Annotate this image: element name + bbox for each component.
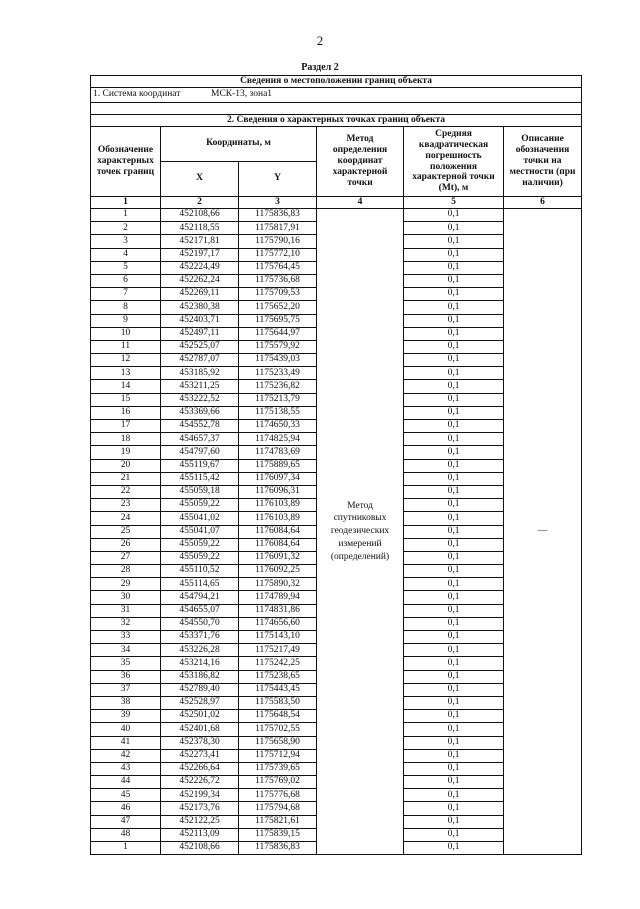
point-accuracy: 0,1 (404, 749, 504, 762)
point-y: 1175794,68 (239, 802, 317, 815)
point-y: 1176084,64 (239, 525, 317, 538)
point-number: 5 (91, 261, 161, 274)
point-accuracy: 0,1 (404, 354, 504, 367)
point-x: 454797,60 (161, 446, 239, 459)
point-number: 27 (91, 551, 161, 564)
point-y: 1175836,83 (239, 209, 317, 222)
point-accuracy: 0,1 (404, 459, 504, 472)
point-x: 452528,97 (161, 696, 239, 709)
point-x: 452108,66 (161, 209, 239, 222)
point-number: 30 (91, 591, 161, 604)
point-number: 47 (91, 815, 161, 828)
point-x: 455115,42 (161, 472, 239, 485)
point-y: 1175776,68 (239, 789, 317, 802)
point-number: 34 (91, 644, 161, 657)
point-x: 452224,49 (161, 261, 239, 274)
point-y: 1175143,10 (239, 631, 317, 644)
point-number: 17 (91, 420, 161, 433)
point-number: 31 (91, 604, 161, 617)
point-accuracy: 0,1 (404, 696, 504, 709)
point-x: 453222,52 (161, 393, 239, 406)
point-number: 7 (91, 288, 161, 301)
point-x: 452122,25 (161, 815, 239, 828)
point-x: 455059,18 (161, 485, 239, 498)
point-y: 1176103,89 (239, 512, 317, 525)
point-y: 1176096,31 (239, 485, 317, 498)
point-y: 1175658,90 (239, 736, 317, 749)
point-x: 454794,21 (161, 591, 239, 604)
point-accuracy: 0,1 (404, 670, 504, 683)
point-number: 45 (91, 789, 161, 802)
point-accuracy: 0,1 (404, 828, 504, 841)
description-cell: — (504, 209, 582, 855)
point-number: 23 (91, 499, 161, 512)
point-accuracy: 0,1 (404, 222, 504, 235)
point-accuracy: 0,1 (404, 314, 504, 327)
point-accuracy: 0,1 (404, 538, 504, 551)
point-y: 1175138,55 (239, 406, 317, 419)
point-y: 1175736,68 (239, 274, 317, 287)
point-x: 454550,70 (161, 617, 239, 630)
point-x: 452171,81 (161, 235, 239, 248)
point-x: 452266,64 (161, 762, 239, 775)
col-header-designation: Обозначение характерных точек границ (91, 127, 161, 197)
point-x: 455119,67 (161, 459, 239, 472)
point-number: 18 (91, 433, 161, 446)
point-x: 452269,11 (161, 288, 239, 301)
point-accuracy: 0,1 (404, 802, 504, 815)
points-heading: 2. Сведения о характерных точках границ объекта (91, 115, 582, 127)
point-number: 33 (91, 631, 161, 644)
point-number: 12 (91, 354, 161, 367)
point-y: 1175213,79 (239, 393, 317, 406)
col-header-x: X (161, 162, 239, 197)
point-y: 1176092,25 (239, 565, 317, 578)
point-x: 453369,66 (161, 406, 239, 419)
point-number: 26 (91, 538, 161, 551)
point-y: 1175709,53 (239, 288, 317, 301)
point-accuracy: 0,1 (404, 591, 504, 604)
point-accuracy: 0,1 (404, 446, 504, 459)
point-number: 39 (91, 710, 161, 723)
point-accuracy: 0,1 (404, 235, 504, 248)
point-x: 455059,22 (161, 499, 239, 512)
point-y: 1175579,92 (239, 340, 317, 353)
col-number-1: 1 (91, 197, 161, 209)
point-x: 452118,55 (161, 222, 239, 235)
point-x: 454655,07 (161, 604, 239, 617)
point-x: 453186,82 (161, 670, 239, 683)
point-number: 32 (91, 617, 161, 630)
point-y: 1175836,83 (239, 842, 317, 855)
point-number: 25 (91, 525, 161, 538)
point-number: 13 (91, 367, 161, 380)
point-x: 452789,40 (161, 683, 239, 696)
point-accuracy: 0,1 (404, 736, 504, 749)
point-number: 28 (91, 565, 161, 578)
point-number: 42 (91, 749, 161, 762)
point-accuracy: 0,1 (404, 578, 504, 591)
point-accuracy: 0,1 (404, 644, 504, 657)
point-x: 453185,92 (161, 367, 239, 380)
col-header-y: Y (239, 162, 317, 197)
point-number: 29 (91, 578, 161, 591)
point-x: 452197,17 (161, 248, 239, 261)
point-number: 24 (91, 512, 161, 525)
point-accuracy: 0,1 (404, 274, 504, 287)
col-header-description: Описание обозначения точки на местности (при наличии) (504, 127, 582, 197)
point-number: 16 (91, 406, 161, 419)
point-accuracy: 0,1 (404, 340, 504, 353)
boundary-points-table (90, 75, 582, 855)
coord-system-row (91, 88, 582, 103)
point-number: 10 (91, 327, 161, 340)
point-y: 1175236,82 (239, 380, 317, 393)
point-x: 452787,07 (161, 354, 239, 367)
point-x: 455110,52 (161, 565, 239, 578)
point-accuracy: 0,1 (404, 617, 504, 630)
point-y: 1174831,86 (239, 604, 317, 617)
point-accuracy: 0,1 (404, 565, 504, 578)
col-number-5: 5 (404, 197, 504, 209)
table-heading: Сведения о местоположении границ объекта (91, 76, 582, 88)
point-x: 452497,11 (161, 327, 239, 340)
point-y: 1175439,03 (239, 354, 317, 367)
point-y: 1175217,49 (239, 644, 317, 657)
point-y: 1174825,94 (239, 433, 317, 446)
method-cell: Метод спутниковых геодезических измерений (определений) (317, 209, 404, 855)
point-x: 453371,76 (161, 631, 239, 644)
point-number: 1 (91, 842, 161, 855)
point-y: 1175772,10 (239, 248, 317, 261)
point-x: 452273,41 (161, 749, 239, 762)
point-x: 452378,30 (161, 736, 239, 749)
point-accuracy: 0,1 (404, 485, 504, 498)
point-accuracy: 0,1 (404, 551, 504, 564)
point-number: 2 (91, 222, 161, 235)
point-x: 452401,68 (161, 723, 239, 736)
point-number: 19 (91, 446, 161, 459)
point-number: 36 (91, 670, 161, 683)
point-accuracy: 0,1 (404, 248, 504, 261)
col-number-6: 6 (504, 197, 582, 209)
point-y: 1174783,69 (239, 446, 317, 459)
point-number: 40 (91, 723, 161, 736)
point-number: 1 (91, 209, 161, 222)
point-y: 1175764,45 (239, 261, 317, 274)
point-y: 1175889,65 (239, 459, 317, 472)
point-y: 1175242,25 (239, 657, 317, 670)
point-x: 452226,72 (161, 776, 239, 789)
blank-row (91, 103, 582, 115)
point-accuracy: 0,1 (404, 815, 504, 828)
col-header-method: Метод определения координат характерной точки (317, 127, 404, 197)
col-number-2: 2 (161, 197, 239, 209)
point-x: 455059,22 (161, 538, 239, 551)
point-accuracy: 0,1 (404, 288, 504, 301)
section-title: Раздел 2 (301, 62, 339, 73)
point-accuracy: 0,1 (404, 301, 504, 314)
coord-system-value: МСК-13, зона1 (211, 89, 273, 100)
point-accuracy: 0,1 (404, 380, 504, 393)
col-header-coordinates: Координаты, м (161, 127, 317, 162)
point-y: 1175233,49 (239, 367, 317, 380)
point-accuracy: 0,1 (404, 499, 504, 512)
point-accuracy: 0,1 (404, 512, 504, 525)
point-y: 1176097,34 (239, 472, 317, 485)
point-number: 35 (91, 657, 161, 670)
point-y: 1176084,64 (239, 538, 317, 551)
point-number: 44 (91, 776, 161, 789)
point-y: 1174650,33 (239, 420, 317, 433)
point-y: 1175695,75 (239, 314, 317, 327)
point-accuracy: 0,1 (404, 433, 504, 446)
point-x: 453226,28 (161, 644, 239, 657)
point-number: 21 (91, 472, 161, 485)
point-accuracy: 0,1 (404, 472, 504, 485)
point-number: 48 (91, 828, 161, 841)
point-number: 6 (91, 274, 161, 287)
point-y: 1175769,02 (239, 776, 317, 789)
point-x: 452403,71 (161, 314, 239, 327)
point-y: 1175443,45 (239, 683, 317, 696)
point-accuracy: 0,1 (404, 723, 504, 736)
point-number: 15 (91, 393, 161, 406)
point-y: 1175739,65 (239, 762, 317, 775)
point-x: 452108,66 (161, 842, 239, 855)
point-accuracy: 0,1 (404, 710, 504, 723)
point-x: 454657,37 (161, 433, 239, 446)
point-y: 1175821,61 (239, 815, 317, 828)
point-accuracy: 0,1 (404, 604, 504, 617)
point-number: 38 (91, 696, 161, 709)
point-number: 46 (91, 802, 161, 815)
point-y: 1176103,89 (239, 499, 317, 512)
point-accuracy: 0,1 (404, 420, 504, 433)
col-number-4: 4 (317, 197, 404, 209)
point-x: 452262,24 (161, 274, 239, 287)
point-accuracy: 0,1 (404, 789, 504, 802)
point-y: 1175652,20 (239, 301, 317, 314)
point-x: 452199,34 (161, 789, 239, 802)
point-accuracy: 0,1 (404, 525, 504, 538)
point-y: 1175702,55 (239, 723, 317, 736)
point-number: 37 (91, 683, 161, 696)
point-y: 1175583,50 (239, 696, 317, 709)
point-x: 452173,76 (161, 802, 239, 815)
table-row (91, 209, 582, 222)
point-x: 452501,02 (161, 710, 239, 723)
point-accuracy: 0,1 (404, 776, 504, 789)
point-accuracy: 0,1 (404, 406, 504, 419)
point-y: 1176091,32 (239, 551, 317, 564)
point-accuracy: 0,1 (404, 762, 504, 775)
point-accuracy: 0,1 (404, 327, 504, 340)
point-x: 455041,02 (161, 512, 239, 525)
page-number: 2 (316, 33, 324, 48)
point-number: 11 (91, 340, 161, 353)
point-y: 1175712,94 (239, 749, 317, 762)
point-x: 455114,65 (161, 578, 239, 591)
point-accuracy: 0,1 (404, 393, 504, 406)
point-number: 8 (91, 301, 161, 314)
col-header-accuracy: Средняя квадратическая погрешность положения характерной точки (Mt), м (404, 127, 504, 197)
point-number: 9 (91, 314, 161, 327)
point-number: 4 (91, 248, 161, 261)
point-y: 1175644,97 (239, 327, 317, 340)
coord-system-label: 1. Система координат (93, 89, 181, 100)
point-y: 1174789,94 (239, 591, 317, 604)
point-number: 3 (91, 235, 161, 248)
point-accuracy: 0,1 (404, 209, 504, 222)
point-y: 1175238,65 (239, 670, 317, 683)
point-accuracy: 0,1 (404, 657, 504, 670)
col-number-3: 3 (239, 197, 317, 209)
point-x: 455059,22 (161, 551, 239, 564)
point-x: 452525,07 (161, 340, 239, 353)
point-y: 1175648,54 (239, 710, 317, 723)
point-x: 455041,07 (161, 525, 239, 538)
point-x: 453211,25 (161, 380, 239, 393)
point-x: 452380,38 (161, 301, 239, 314)
point-accuracy: 0,1 (404, 631, 504, 644)
point-number: 14 (91, 380, 161, 393)
point-x: 453214,16 (161, 657, 239, 670)
point-accuracy: 0,1 (404, 842, 504, 855)
point-accuracy: 0,1 (404, 683, 504, 696)
point-number: 41 (91, 736, 161, 749)
point-y: 1175790,16 (239, 235, 317, 248)
point-x: 454552,78 (161, 420, 239, 433)
point-number: 20 (91, 459, 161, 472)
point-accuracy: 0,1 (404, 367, 504, 380)
point-y: 1175890,32 (239, 578, 317, 591)
point-y: 1174656,60 (239, 617, 317, 630)
point-number: 22 (91, 485, 161, 498)
point-y: 1175817,91 (239, 222, 317, 235)
point-y: 1175839,15 (239, 828, 317, 841)
point-number: 43 (91, 762, 161, 775)
point-x: 452113,09 (161, 828, 239, 841)
point-accuracy: 0,1 (404, 261, 504, 274)
